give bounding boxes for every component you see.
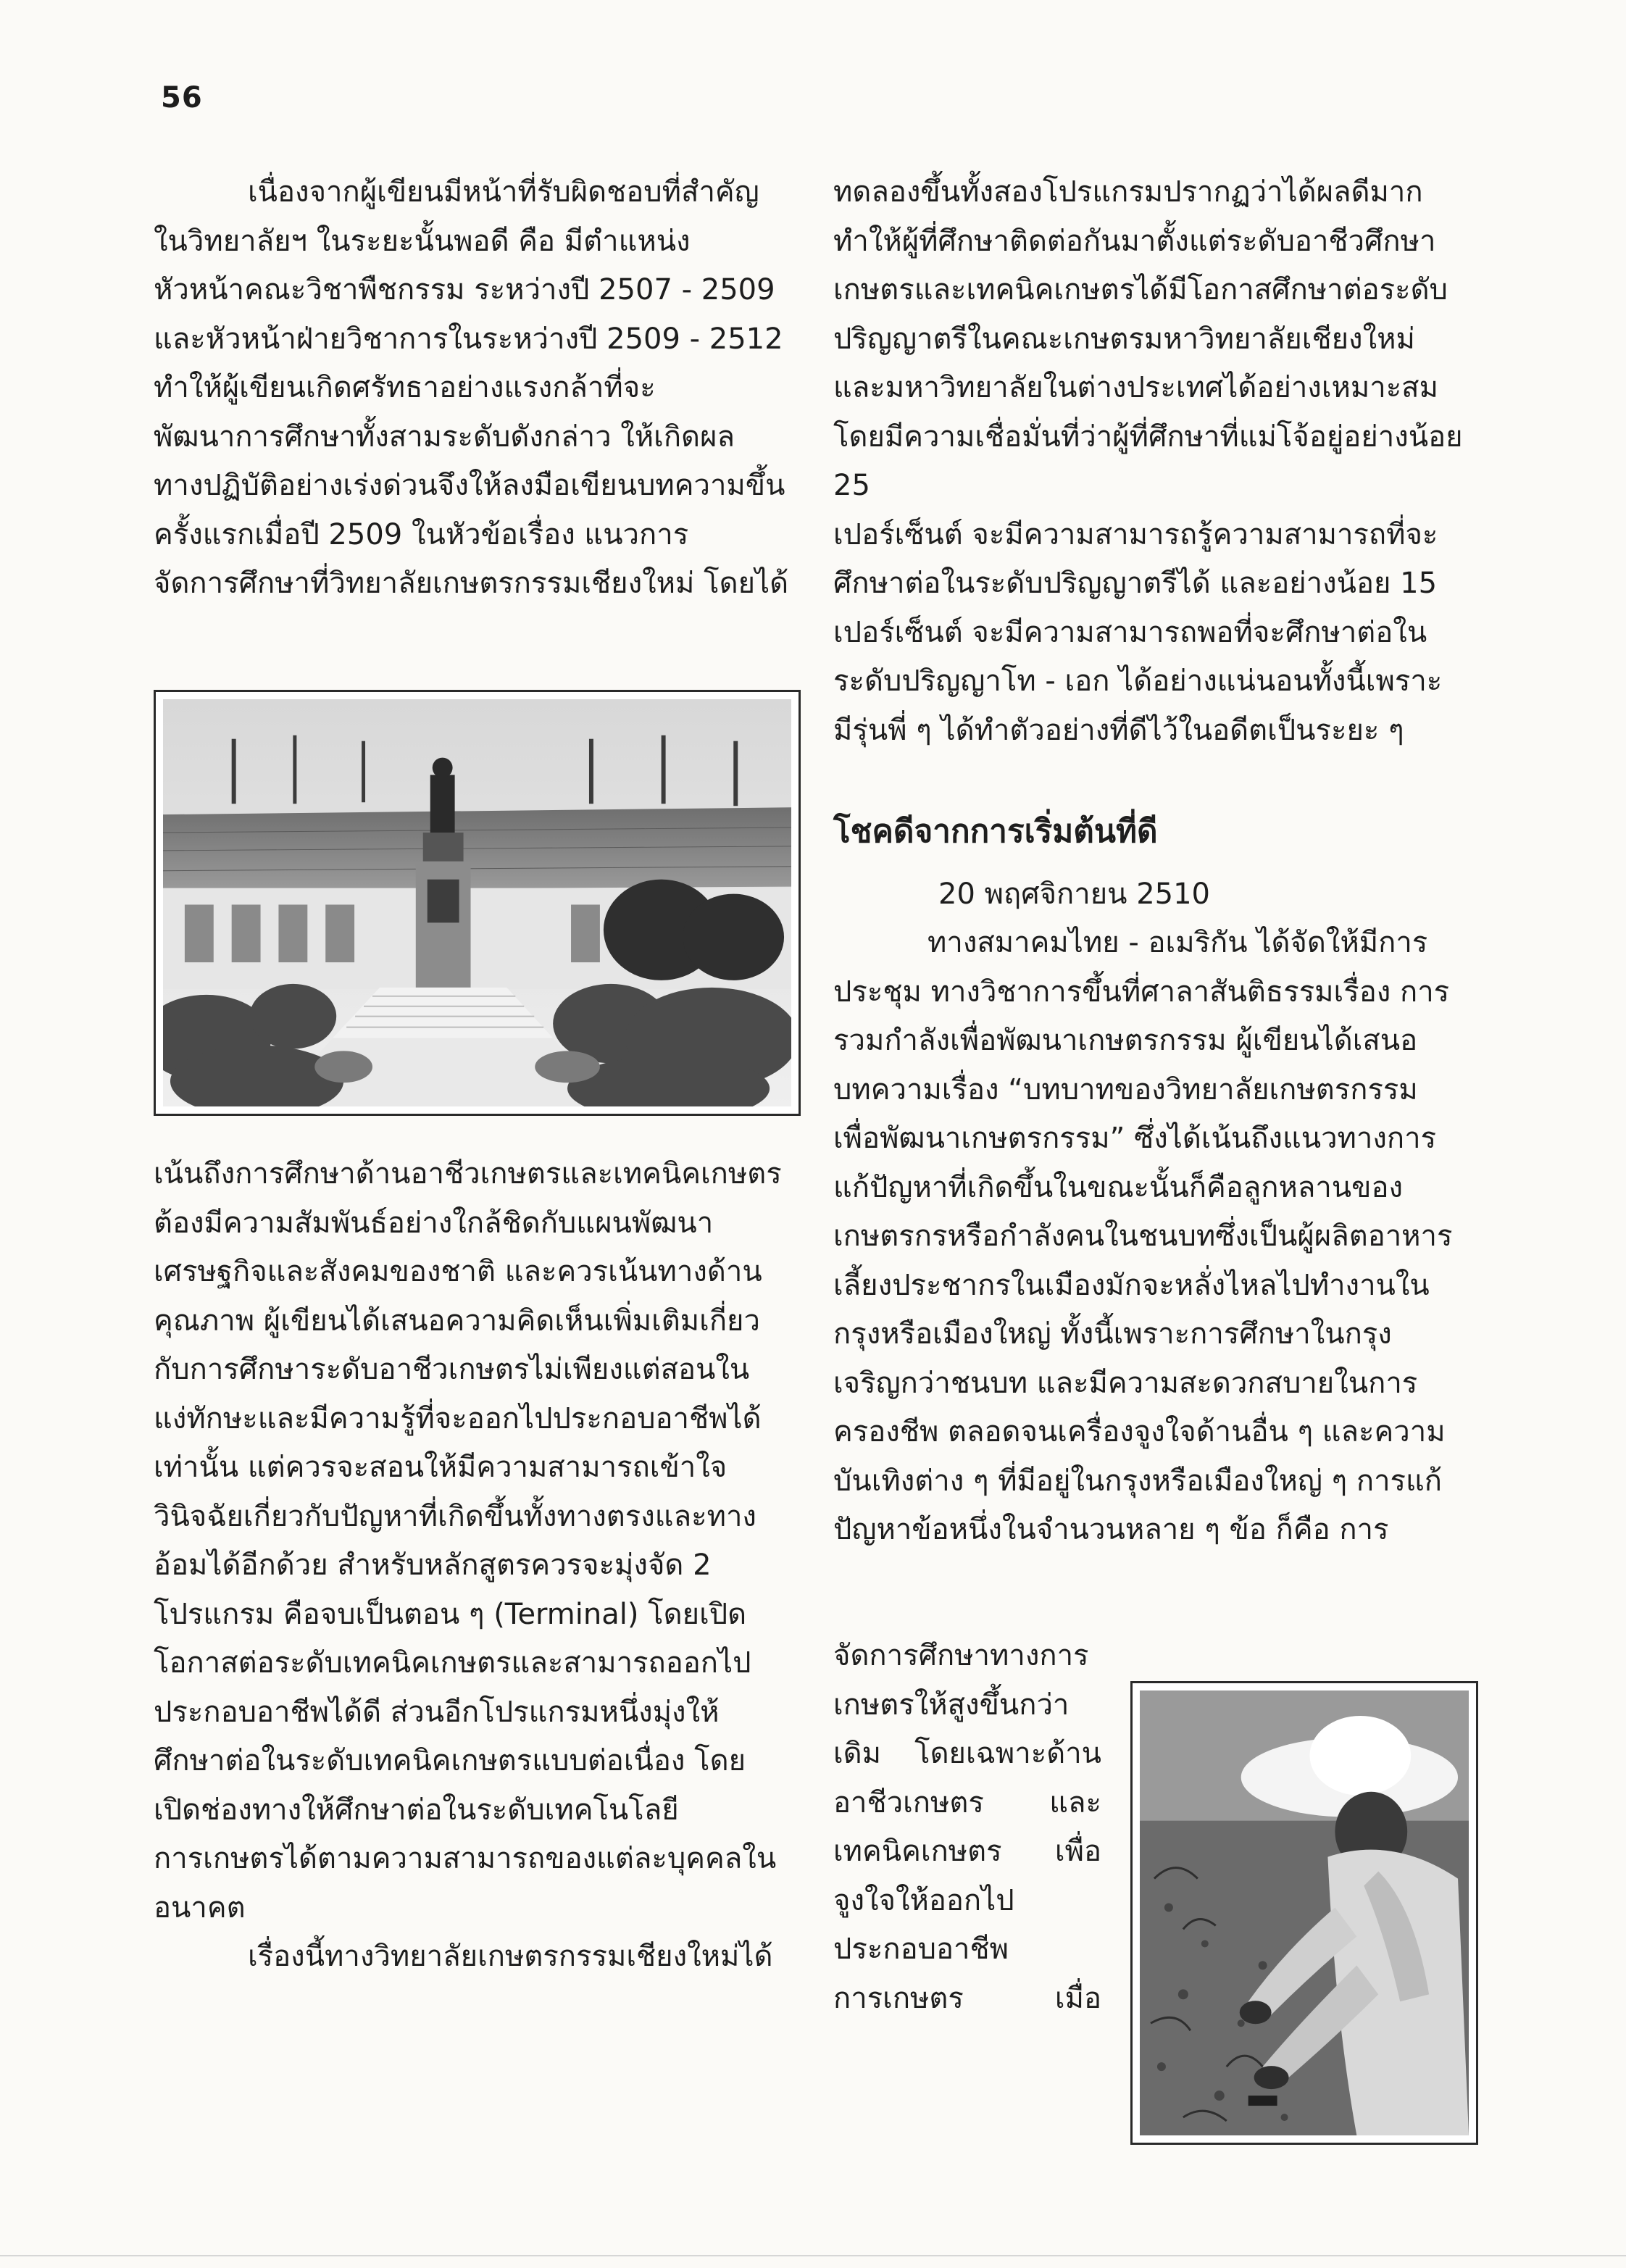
- photo-farmer: [1130, 1681, 1478, 2145]
- text-line: เทคนิคเกษตร เพื่อ: [833, 1835, 1101, 1868]
- left-column-bottom: [154, 1150, 806, 1982]
- text-line: ประกอบอาชีพ: [833, 1933, 1009, 1966]
- text-line: ศึกษาต่อในระดับปริญญาตรีได้ และอย่างน้อย 15: [833, 567, 1438, 600]
- building-statue-illustration: [163, 699, 791, 1106]
- footer-rule: [0, 2255, 1626, 2256]
- text-line: เรื่องนี้ทางวิทยาลัยเกษตรกรรมเชียงใหม่ได้: [248, 1940, 773, 1973]
- text-line: โอกาสต่อระดับเทคนิคเกษตรและสามารถออกไป: [154, 1646, 751, 1680]
- text-line: ในวิทยาลัยฯ ในระยะนั้นพอดี คือ มีตำแหน่ง: [154, 224, 691, 258]
- paragraph-vocational: [154, 1150, 806, 1933]
- section-date: 20 พฤศจิกายน 2510: [938, 877, 1210, 911]
- text-line: แก้ปัญหาที่เกิดขึ้นในขณะนั้นก็คือลูกหลานของ: [833, 1170, 1404, 1204]
- text-line: เน้นถึงการศึกษาด้านอาชีวเกษตรและเทคนิคเกษตร: [154, 1157, 782, 1191]
- text-line: จัดการศึกษาทางการ: [833, 1639, 1089, 1672]
- text-line: เท่านั้น แต่ควรจะสอนให้มีความสามารถเข้าใจ: [154, 1451, 727, 1484]
- text-line: พัฒนาการศึกษาทั้งสามระดับดังกล่าว ให้เกิดผล: [154, 420, 735, 454]
- text-line: ปัญหาข้อหนึ่งในจำนวนหลาย ๆ ข้อ ก็คือ การ: [833, 1513, 1389, 1546]
- text-line: ทางปฏิบัติอย่างเร่งด่วนจึงให้ลงมือเขียนบทความขึ้น: [154, 469, 785, 502]
- text-line: เจริญกว่าชนบท และมีความสะดวกสบายในการ: [833, 1366, 1418, 1400]
- text-line: อนาคต: [154, 1890, 246, 1925]
- text-line: ศึกษาต่อในระดับเทคนิคเกษตรแบบต่อเนื่อง โดย: [154, 1744, 746, 1777]
- text-line: ครองชีพ ตลอดจนเครื่องจูงใจด้านอื่น ๆ และความ: [833, 1415, 1446, 1448]
- text-line: เปอร์เซ็นต์ จะมีความสามารถรู้ความสามารถที่จะ: [833, 517, 1438, 551]
- text-line: บทความเรื่อง “บทบาทของวิทยาลัยเกษตรกรรม: [833, 1072, 1418, 1106]
- photo-farmer-image: [1140, 1690, 1469, 2135]
- photo-building-image: [163, 699, 791, 1106]
- text-line: และหัวหน้าฝ่ายวิชาการในระหว่างปี 2509 - 2512: [154, 322, 783, 356]
- text-line: เศรษฐกิจและสังคมของชาติ และควรเน้นทางด้าน: [154, 1255, 762, 1288]
- text-line: เลี้ยงประชากรในเมืองมักจะหลั่งไหลไปทำงานใน: [833, 1268, 1430, 1302]
- paragraph-seminar: [833, 919, 1500, 1555]
- text-line: แง่ทักษะและมีความรู้ที่จะออกไปประกอบอาชีพได้: [154, 1401, 762, 1435]
- page-number: 56: [161, 81, 203, 114]
- section-heading: โชคดีจากการเริ่มต้นที่ดี: [833, 813, 1158, 850]
- text-line: และมหาวิทยาลัยในต่างประเทศได้อย่างเหมาะสม: [833, 371, 1438, 404]
- text-line: เพื่อพัฒนาเกษตรกรรม” ซึ่งได้เน้นถึงแนวทางการ: [833, 1122, 1437, 1155]
- text-line: คุณภาพ ผู้เขียนได้เสนอความคิดเห็นเพิ่มเติมเกี่ยว: [154, 1304, 760, 1338]
- text-line: การเกษตรได้ตามความสามารถของแต่ละบุคคลใน: [154, 1842, 777, 1875]
- text-line: หัวหน้าคณะวิชาพืชกรรม ระหว่างปี 2507 - 2509: [154, 273, 775, 307]
- text-line: เกษตรและเทคนิคเกษตรได้มีโอกาสศึกษาต่อระดับ: [833, 273, 1448, 307]
- text-line: ทำให้ผู้เขียนเกิดศรัทธาอย่างแรงกล้าที่จะ: [154, 371, 656, 404]
- text-line: ปริญญาตรีในคณะเกษตรมหาวิทยาลัยเชียงใหม่: [833, 322, 1415, 356]
- text-line: ทดลองขึ้นทั้งสองโปรแกรมปรากฏว่าได้ผลดีมาก: [833, 175, 1423, 209]
- text-line: กับการศึกษาระดับอาชีวเกษตรไม่เพียงแต่สอนใน: [154, 1353, 750, 1386]
- left-column-top: [154, 168, 806, 609]
- text-line: กรุงหรือเมืองใหญ่ ทั้งนี้เพราะการศึกษาในกรุง: [833, 1317, 1392, 1351]
- farmer-illustration: [1140, 1690, 1469, 2135]
- text-line: อาชีวเกษตร และ: [833, 1785, 1101, 1819]
- text-line: จูงใจให้ออกไป: [833, 1883, 1014, 1917]
- text-line: เกษตรกรหรือกำลังคนในชนบทซึ่งเป็นผู้ผลิตอาหาร: [833, 1220, 1453, 1253]
- text-line: โปรแกรม คือจบเป็นตอน ๆ (Terminal) โดยเปิด: [154, 1597, 747, 1631]
- text-line: เกษตรให้สูงขึ้นกว่า: [833, 1688, 1070, 1722]
- text-line: เดิม โดยเฉพาะด้าน: [833, 1737, 1101, 1770]
- text-line: จัดการศึกษาที่วิทยาลัยเกษตรกรรมเชียงใหม่ โดยได้: [154, 567, 789, 600]
- right-column: [833, 168, 1500, 1555]
- narrow-text-block: [833, 1632, 1101, 2023]
- text-line: ประกอบอาชีพได้ดี ส่วนอีกโปรแกรมหนึ่งมุ่งให้: [154, 1695, 720, 1729]
- text-line: ระดับปริญญาโท - เอก ได้อย่างแน่นอนทั้งนี้เพราะ: [833, 664, 1443, 698]
- paragraph-continued: [833, 1632, 1101, 2023]
- text-line: ต้องมีความสัมพันธ์อย่างใกล้ชิดกับแผนพัฒนา: [154, 1206, 714, 1240]
- text-line: ทางสมาคมไทย - อเมริกัน ได้จัดให้มีการ: [927, 926, 1428, 959]
- paragraph-college-trial: [154, 1933, 806, 1982]
- text-line: การเกษตร เมื่อ: [833, 1981, 1101, 2015]
- text-line: เปิดช่องทางให้ศึกษาต่อในระดับเทคโนโลยี: [154, 1793, 679, 1827]
- text-line: บันเทิงต่าง ๆ ที่มีอยู่ในกรุงหรือเมืองใหญ่ ๆ การแก้: [833, 1464, 1443, 1498]
- text-line: ทำให้ผู้ที่ศึกษาติดต่อกันมาตั้งแต่ระดับอาชีวศึกษา: [833, 224, 1436, 258]
- text-line: อ้อมได้อีกด้วย สำหรับหลักสูตรควรจะมุ่งจัด 2: [154, 1548, 712, 1582]
- text-line: วินิจฉัยเกี่ยวกับปัญหาที่เกิดขึ้นทั้งทางตรงและทาง: [154, 1499, 756, 1533]
- text-line: เนื่องจากผู้เขียนมีหน้าที่รับผิดชอบที่สำคัญ: [248, 175, 759, 209]
- text-line: โดยมีความเชื่อมั่นที่ว่าผู้ที่ศึกษาที่แม่โจ้อยู่อย่างน้อย 25: [833, 420, 1463, 502]
- paragraph-results: [833, 168, 1500, 755]
- text-line: รวมกำลังเพื่อพัฒนาเกษตรกรรม ผู้เขียนได้เสนอ: [833, 1024, 1418, 1057]
- text-line: ครั้งแรกเมื่อปี 2509 ในหัวข้อเรื่อง แนวการ: [154, 517, 689, 551]
- text-line: เปอร์เซ็นต์ จะมีความสามารถพอที่จะศึกษาต่อใน: [833, 615, 1427, 649]
- paragraph-intro: [154, 168, 806, 609]
- text-line: ประชุม ทางวิชาการขึ้นที่ศาลาสันติธรรมเรื่อง การ: [833, 975, 1450, 1009]
- text-line: มีรุ่นพี่ ๆ ได้ทำตัวอย่างที่ดีไว้ในอดีตเป็นระยะ ๆ: [833, 713, 1404, 747]
- photo-college-building: [154, 690, 801, 1116]
